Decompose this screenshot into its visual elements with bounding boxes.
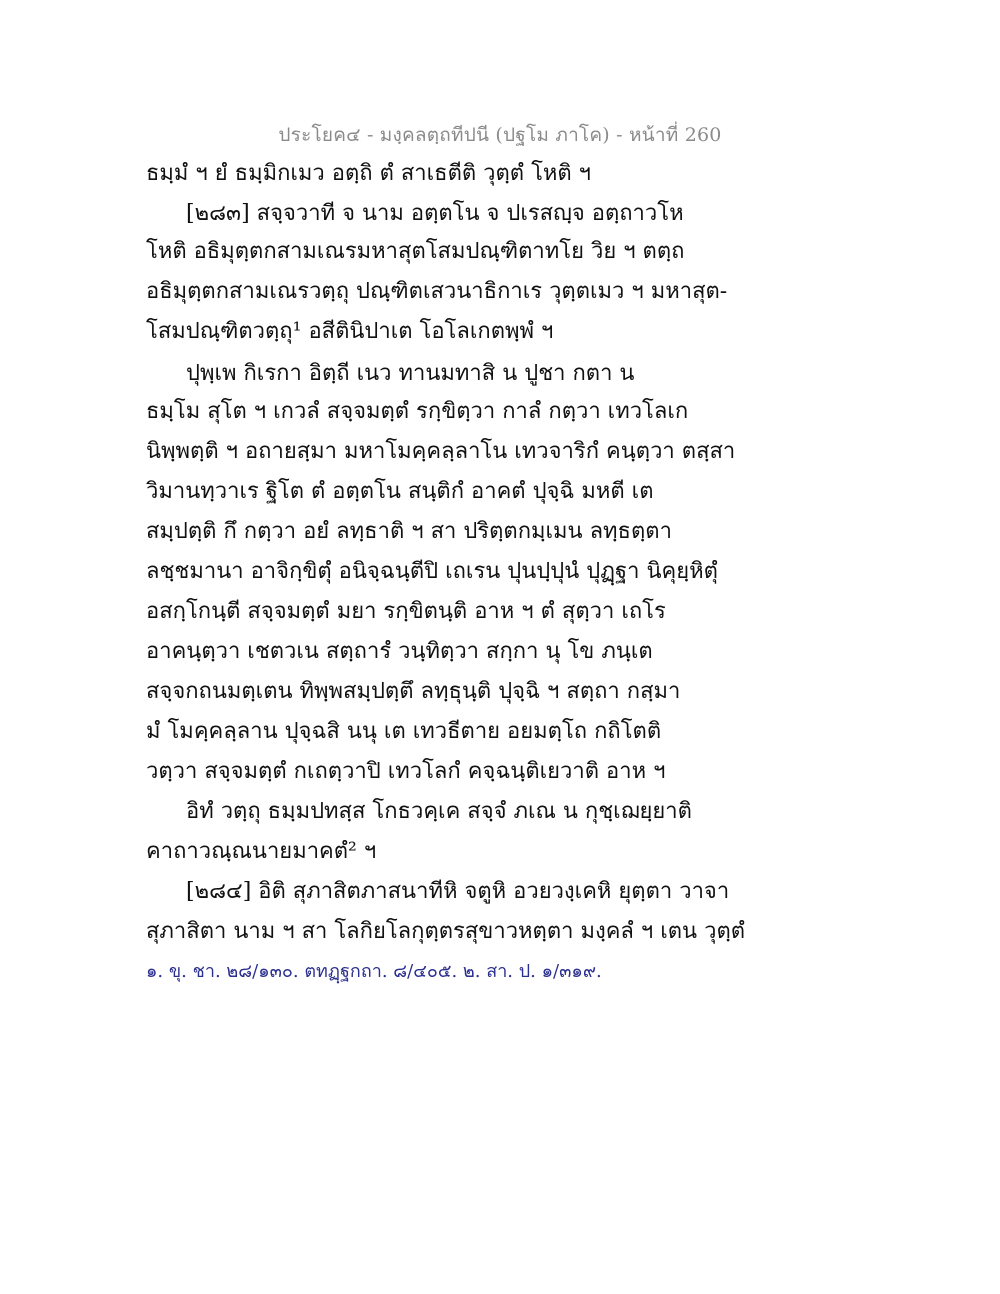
text-line-9: วิมานทฺวาเร ฐิโต ตํ อตฺตโน สนฺติกํ อาคตํ ปุจฺฉิ มหตี เต bbox=[146, 479, 654, 504]
text-line-20: สุภาสิตา นาม ฯ สา โลกิยโลกุตฺตรสุขาวหตฺตา มงฺคลํ ฯ เตน วุตฺตํ bbox=[146, 919, 746, 944]
text-line-19: [๒๘๔] อิติ สุภาสิตภาสนาทีหิ จตูหิ อวยวงฺเคหิ ยุตฺตา วาจา bbox=[186, 879, 730, 904]
text-line-18: คาถาวณฺณนายมาคตํ² ฯ bbox=[146, 839, 377, 864]
text-line-2: [๒๘๓] สจฺจวาที จ นาม อตฺตโน จ ปเรสญฺจ อตฺถาวโห bbox=[186, 201, 684, 226]
text-line-5: โสมปณฺฑิตวตฺถุ¹ อสีตินิปาเต โอโลเกตพฺพํ ฯ bbox=[146, 319, 554, 344]
text-line-12: อสกฺโกนฺตี สจฺจมตฺตํ มยา รกฺขิตนฺติ อาห ฯ ตํ สุตฺวา เถโร bbox=[146, 599, 666, 624]
text-line-15: มํ โมคฺคลฺลาน ปุจฺฉสิ นนุ เต เทวธีตาย อยมตฺโถ กถิโตติ bbox=[146, 719, 662, 744]
text-line-10: สมฺปตฺติ กึ กตฺวา อยํ ลทฺธาติ ฯ สา ปริตฺตกมฺเมน ลทฺธตฺตา bbox=[146, 519, 672, 544]
text-line-1: ธมฺมํ ฯ ยํ ธมฺมิกเมว อตฺถิ ตํ สาเธตีติ วุตฺตํ โหติ ฯ bbox=[146, 161, 592, 186]
text-line-16: วตฺวา สจฺจมตฺตํ กเถตฺวาปิ เทวโลกํ คจฺฉนฺติเยวาติ อาห ฯ bbox=[146, 759, 666, 784]
text-line-6: ปุพฺเพ กิเรกา อิตฺถี เนว ทานมทาสิ น ปูชา กตา น bbox=[186, 361, 635, 386]
text-line-17: อิทํ วตฺถุ ธมฺมปทสฺส โกธวคฺเค สจฺจํ ภเณ น กุชฺเฌยฺยาติ bbox=[186, 799, 692, 824]
page-header: ประโยค๔ - มงฺคลตฺถทีปนี (ปฐโม ภาโค) - หน้าที่ 260 bbox=[278, 124, 722, 146]
footnote: ๑. ขุ. ชา. ๒๘/๑๓๐. ตทฏฺฐกถา. ๘/๔๐๕. ๒. สา. ป. ๑/๓๑๙. bbox=[146, 961, 602, 982]
text-line-3: โหติ อธิมุตฺตกสามเณรมหาสุตโสมปณฺฑิตาทโย วิย ฯ ตตฺถ bbox=[146, 239, 685, 264]
text-line-11: ลชฺชมานา อาจิกฺขิตุํ อนิจฺฉนฺตีปิ เถเรน ปุนปฺปุนํ ปุฏฺฐา นิคุยฺหิตุํ bbox=[146, 559, 718, 584]
text-line-14: สจฺจกถนมตฺเตน ทิพฺพสมฺปตฺตึ ลทฺธุนฺติ ปุจฺฉิ ฯ สตฺถา กสฺมา bbox=[146, 679, 681, 704]
text-line-4: อธิมุตฺตกสามเณรวตฺถุ ปณฺฑิตเสวนาธิกาเร วุตฺตเมว ฯ มหาสุต- bbox=[146, 279, 728, 304]
text-line-13: อาคนฺตฺวา เชตวเน สตฺถารํ วนฺทิตฺวา สกฺกา นุ โข ภนฺเต bbox=[146, 639, 653, 664]
text-line-8: นิพฺพตฺติ ฯ อถายสฺมา มหาโมคฺคลฺลาโน เทวจาริกํ คนฺตฺวา ตสฺสา bbox=[146, 439, 736, 464]
text-line-7: ธมฺโม สุโต ฯ เกวลํ สจฺจมตฺตํ รกฺขิตฺวา กาลํ กตฺวา เทวโลเก bbox=[146, 399, 689, 424]
